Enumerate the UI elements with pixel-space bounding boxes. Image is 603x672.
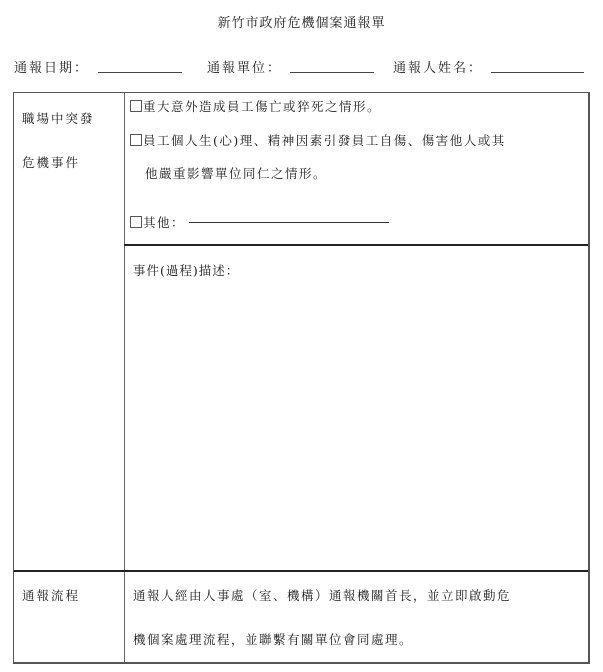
report-meta-row xyxy=(0,57,603,79)
option-major-accident-text: 重大意外造成員工傷亡或猝死之情形。 xyxy=(143,99,382,114)
flow-text-line1: 通報人經由人事處（室、機構）通報機關首長，並立即啟動危 xyxy=(133,588,512,603)
option-mental-factor-text: 員工個人生(心)理、精神因素引發員工自傷、傷害他人或其 xyxy=(143,133,506,148)
checkbox-other[interactable] xyxy=(130,216,142,228)
form-title: 新竹市政府危機個案通報單 xyxy=(217,16,386,31)
other-input-field[interactable] xyxy=(189,222,389,223)
report-date-label: 通報日期： xyxy=(14,61,90,76)
row-divider-flow xyxy=(14,570,588,572)
report-unit-label: 通報單位： xyxy=(207,61,283,76)
option-other[interactable] xyxy=(130,213,389,231)
option-other-label: 其他： xyxy=(143,215,186,230)
flow-label: 通報流程 xyxy=(22,588,81,603)
report-unit-field[interactable] xyxy=(290,72,374,73)
reporter-name-label: 通報人姓名： xyxy=(393,61,484,76)
reporter-name-field[interactable] xyxy=(491,72,584,73)
report-date-field[interactable] xyxy=(98,72,182,73)
option-mental-factor[interactable] xyxy=(130,131,506,149)
column-divider xyxy=(124,93,125,662)
option-major-accident[interactable] xyxy=(130,97,381,115)
flow-text-line2: 機個案處理流程，並聯繫有關單位會同處理。 xyxy=(133,632,414,647)
crisis-report-table xyxy=(13,92,590,664)
description-input[interactable] xyxy=(128,279,582,563)
crisis-event-label-line1: 職場中突發 xyxy=(22,111,95,126)
crisis-event-label-line2: 危機事件 xyxy=(22,155,81,170)
row-divider-description xyxy=(124,244,588,246)
checkbox-major-accident[interactable] xyxy=(130,100,142,112)
description-label: 事件(過程)描述： xyxy=(133,263,240,278)
checkbox-mental-factor[interactable] xyxy=(130,134,142,146)
option-mental-factor-text-cont: 他嚴重影響單位同仁之情形。 xyxy=(145,166,328,181)
